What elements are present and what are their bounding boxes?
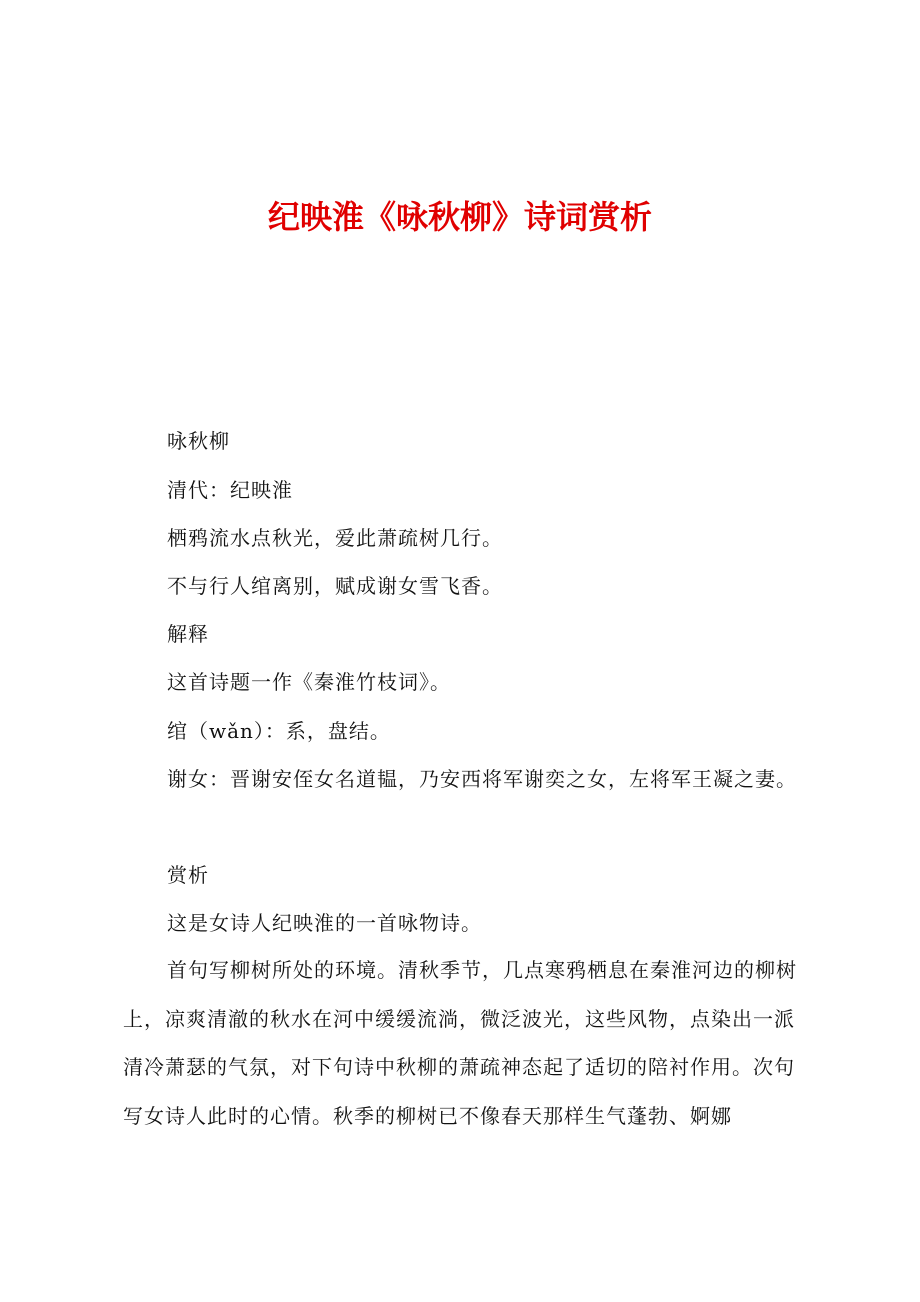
poem-title: 咏秋柳 [167, 429, 230, 453]
note-2: 绾（wǎn）：系，盘结。 [167, 719, 391, 743]
poem-line-1: 栖鸦流水点秋光，爱此萧疏树几行。 [167, 526, 503, 550]
analysis-heading: 赏析 [167, 863, 209, 887]
note-1: 这首诗题一作《秦淮竹枝词》。 [167, 670, 451, 694]
notes-heading: 解释 [167, 622, 209, 646]
document-title: 纪映淮《咏秋柳》诗词赏析 [267, 198, 652, 236]
poem-line-2: 不与行人绾离别，赋成谢女雪飞香。 [167, 574, 503, 598]
poem-author: 清代：纪映淮 [167, 478, 293, 502]
note-3: 谢女：晋谢安侄女名道韫，乃安西将军谢奕之女，左将军王凝之妻。 [167, 767, 797, 791]
analysis-paragraph-1: 这是女诗人纪映淮的一首咏物诗。 [167, 911, 482, 935]
analysis-paragraph-2: 首句写柳树所处的环境。清秋季节，几点寒鸦栖息在秦淮河边的柳树上，凉爽清澈的秋水在河中缓缓流淌，微泛波光，这些风物，点染出一派清冷萧瑟的气氛，对下句诗中秋柳的萧疏神态起了适切的陪衬作用。次句写女诗人此时的心情。秋季的柳树已不像春天那样生气蓬勃、婀娜 [123, 958, 797, 1128]
